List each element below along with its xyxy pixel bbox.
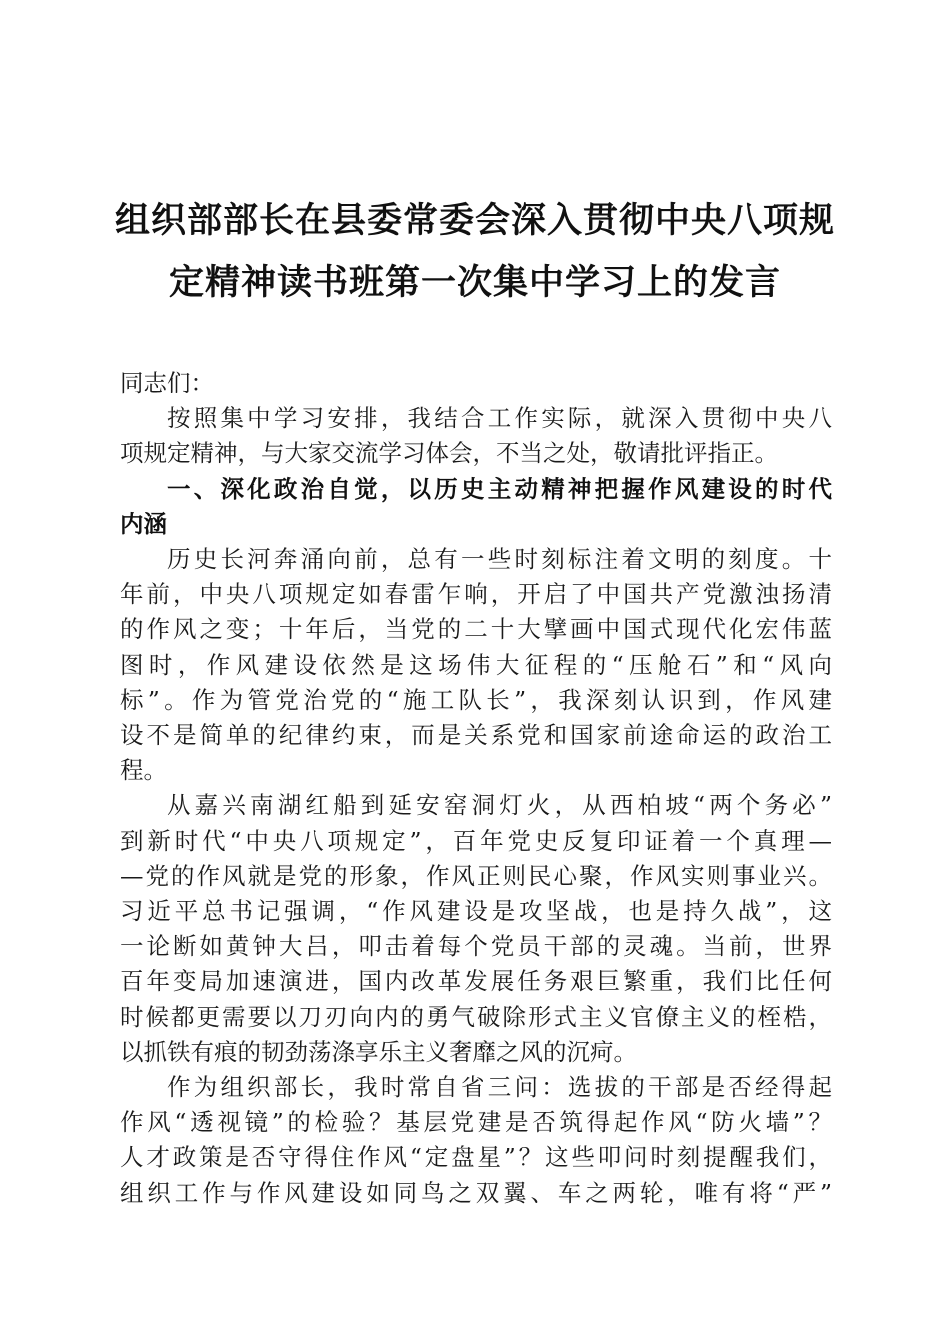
paragraph-line: 作为组织部长，我时常自省三问：选拔的干部是否经得起 <box>167 1073 832 1102</box>
heading-line: 内涵 <box>120 509 167 538</box>
paragraph-line: 人才政策是否守得住作风“定盘星”？这些叩问时刻提醒我们， <box>120 1143 832 1172</box>
body-paragraph <box>120 1070 832 1211</box>
paragraph-line: 图时，作风建设依然是这场伟大征程的“压舱石”和“风向 <box>120 650 832 679</box>
paragraph-line: 设不是简单的纪律约束，而是关系党和国家前途命运的政治工 <box>120 721 832 750</box>
heading-line: 一、深化政治自觉，以历史主动精神把握作风建设的时代 <box>167 474 832 503</box>
paragraph-line: 一论断如黄钟大吕，叩击着每个党员干部的灵魂。当前，世界 <box>120 932 832 961</box>
paragraph-line: 从嘉兴南湖红船到延安窑洞灯火，从西柏坡“两个务必” <box>167 791 832 820</box>
paragraph-line: 标”。作为管党治党的“施工队长”，我深刻认识到，作风建 <box>120 685 832 714</box>
paragraph-line: 项规定精神，与大家交流学习体会，不当之处，敬请批评指正。 <box>120 439 778 468</box>
document-body <box>120 366 832 1211</box>
paragraph-line: 习近平总书记强调，“作风建设是攻坚战，也是持久战”，这 <box>120 897 832 926</box>
paragraph-line: 历史长河奔涌向前，总有一些时刻标注着文明的刻度。十 <box>167 545 832 574</box>
intro-paragraph <box>120 401 832 471</box>
salutation-text: 同志们： <box>120 369 214 397</box>
paragraph-line: 以抓铁有痕的韧劲荡涤享乐主义奢靡之风的沉疴。 <box>120 1037 637 1066</box>
paragraph-line: 百年变局加速演进，国内改革发展任务艰巨繁重，我们比任何 <box>120 967 832 996</box>
paragraph-line: 年前，中央八项规定如春雷乍响，开启了中国共产党激浊扬清 <box>120 580 832 609</box>
paragraph-line: 时候都更需要以刀刃向内的勇气破除形式主义官僚主义的桎梏， <box>120 1002 832 1031</box>
paragraph-line: —党的作风就是党的形象，作风正则民心聚，作风实则事业兴。 <box>120 861 832 890</box>
paragraph-line: 的作风之变；十年后，当党的二十大擘画中国式现代化宏伟蓝 <box>120 615 832 644</box>
body-paragraph <box>120 542 832 788</box>
paragraph-line: 程。 <box>120 756 167 785</box>
paragraph-line: 组织工作与作风建设如同鸟之双翼、车之两轮，唯有将“严” <box>120 1178 832 1207</box>
paragraph-line: 按照集中学习安排，我结合工作实际，就深入贯彻中央八 <box>167 404 832 433</box>
title-line: 组织部部长在县委常委会深入贯彻中央八项规 <box>114 200 835 241</box>
body-paragraph <box>120 788 832 1070</box>
document-title <box>60 190 890 314</box>
paragraph-line: 作风“透视镜”的检验？基层党建是否筑得起作风“防火墙”？ <box>120 1108 832 1137</box>
paragraph-line: 到新时代“中央八项规定”，百年党史反复印证着一个真理— <box>120 826 832 855</box>
section-heading <box>120 472 832 542</box>
title-line: 定精神读书班第一次集中学习上的发言 <box>168 262 781 303</box>
salutation <box>120 366 832 401</box>
